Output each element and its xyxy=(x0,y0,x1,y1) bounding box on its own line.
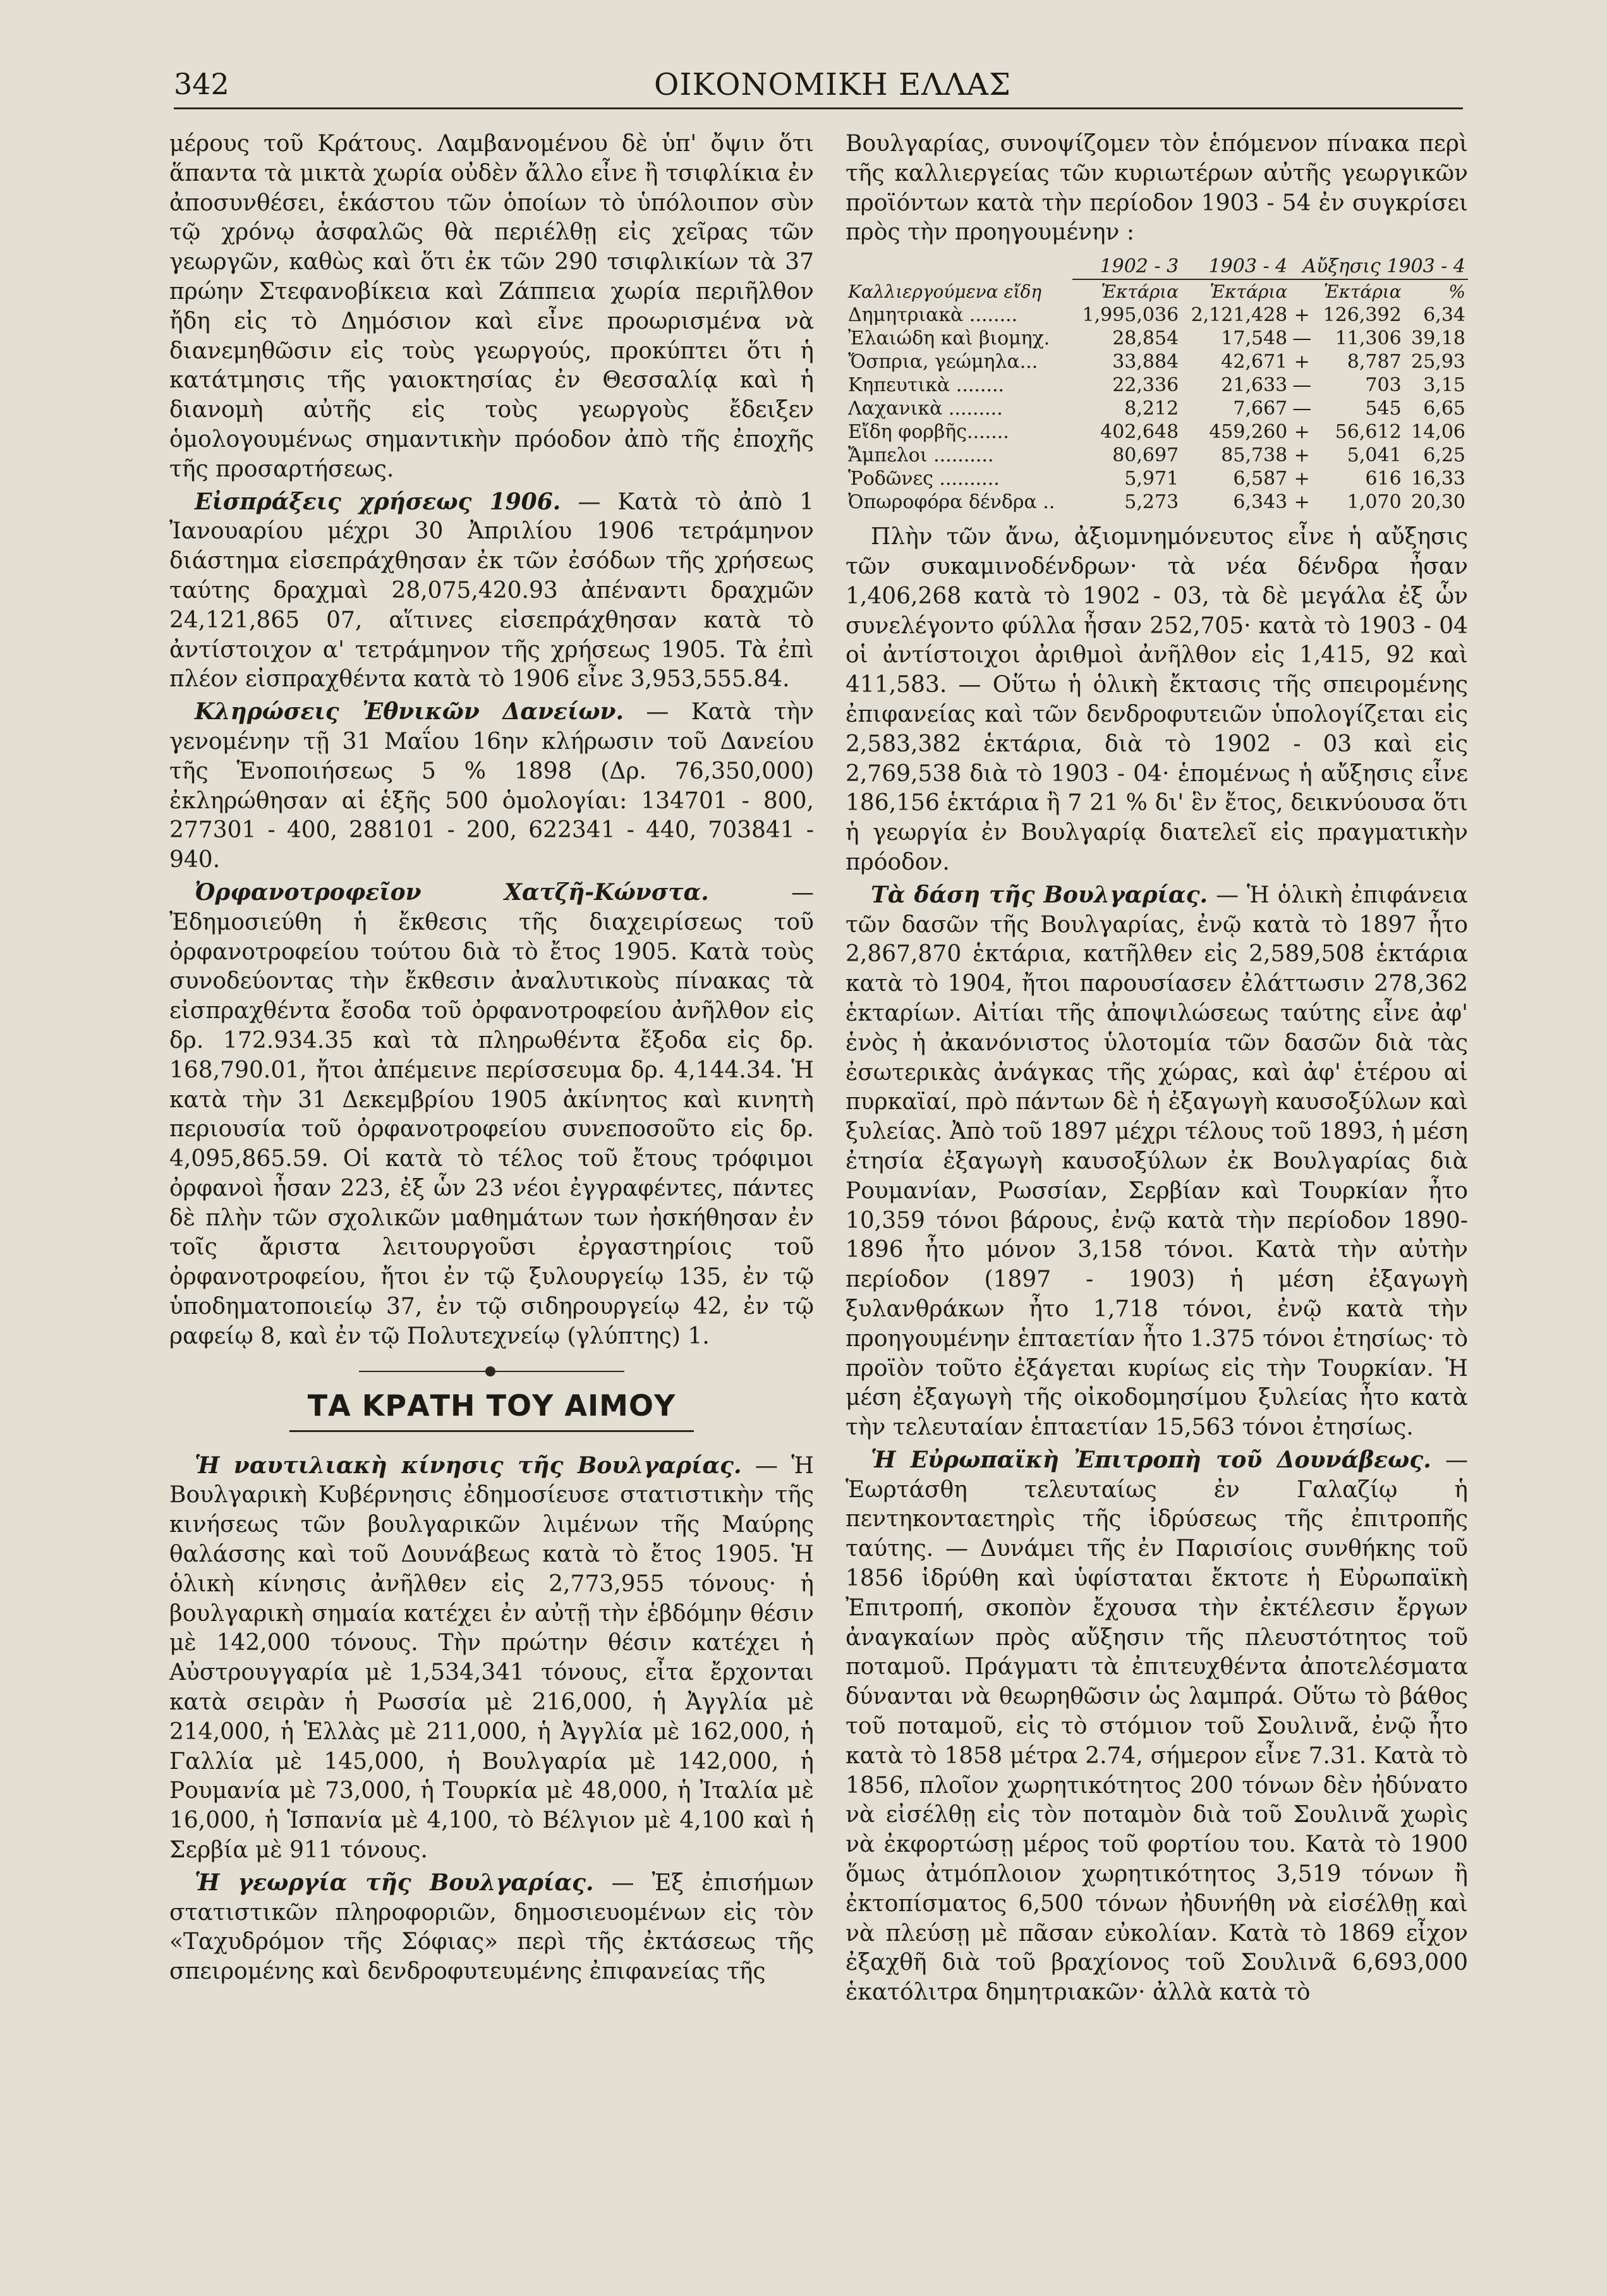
crop-name: Εἴδη φορβῆς....... xyxy=(848,421,1009,444)
change-sign: — xyxy=(1292,327,1312,350)
table-row xyxy=(846,420,1468,444)
value-1902: 28,854 xyxy=(1112,327,1179,350)
change-percent: 3,15 xyxy=(1423,374,1465,397)
paragraph xyxy=(846,880,1468,1443)
table-row xyxy=(846,444,1468,467)
section-heading: Ὀρφανοτροφεῖον Χατζῆ-Κώνστα. xyxy=(195,878,709,906)
change-sign: — xyxy=(1292,374,1312,397)
change-value: 545 xyxy=(1365,398,1402,420)
paragraph-text: — Ἐδημοσιεύθη ἡ ἔκθεσις τῆς διαχειρίσεως τοῦ ὀρφανοτροφείου τούτου διὰ τὸ ἔτος 1905. Κατὰ τοὺς συνοδεύοντας τὴν ἔκθεσιν ἀναλυτικοὺς πίνακας τὰ εἰσπραχθέντα ἔσοδα τοῦ ὀρφανοτροφείου ἀνῆλθον εἰς δρ. 172.934.35 καὶ τὰ πληρωθέντα ἔξοδα εἰς δρ. 168,790.01, ἤτοι ἀπέμεινε περίσσευμα δρ. 4,144.34. Ἡ κατὰ τὴν 31 Δεκεμβρίου 1905 ἀκίνητος καὶ κινητὴ περιουσία τοῦ ὀρφανοτροφείου συνεποσοῦτο εἰς δρ. 4,095,865.59. Οἱ κατὰ τὸ τέλος τοῦ ἔτους τρόφιμοι ὀρφανοὶ ἦσαν 223, ἐξ ὧν 23 νέοι ἐγγραφέντες, πάντες δὲ πλὴν τῶν σχολικῶν μαθημάτων των ἠσκήθησαν ἐν τοῖς ἄριστα λειτουργοῦσι ἐργαστηρίοις τοῦ ὀρφανοτροφείου, ἤτοι ἐν τῷ ξυλουργείῳ 135, ἐν τῷ ὑποδηματοποιείῳ 37, ἐν τῷ σιδηρουργείῳ 42, ἐν τῷ ραφείῳ 8, καὶ ἐν τῷ Πολυτεχνείῳ (γλύπτης) 1. xyxy=(169,879,814,1349)
change-percent: 39,18 xyxy=(1411,327,1465,350)
change-percent: 16,33 xyxy=(1411,468,1465,490)
change-percent: 6,25 xyxy=(1423,444,1465,467)
rule-dot xyxy=(485,1366,495,1376)
page-number: 342 xyxy=(174,67,229,101)
crop-name: Κηπευτικὰ ........ xyxy=(848,374,1005,397)
value-1903: 42,671 xyxy=(1221,351,1288,374)
paragraph xyxy=(169,1451,814,1866)
table-row xyxy=(846,350,1468,374)
header-kind: Καλλιεργούμενα εἴδη xyxy=(848,281,1042,302)
unit-year-1: Ἑκτάρια xyxy=(1101,281,1179,303)
change-percent: 25,93 xyxy=(1411,351,1465,374)
value-1903: 6,587 xyxy=(1233,468,1288,490)
header-year-1: 1902 - 3 xyxy=(1072,254,1181,279)
change-sign: + xyxy=(1294,304,1310,327)
change-percent: 20,30 xyxy=(1411,491,1465,514)
paragraph xyxy=(169,487,814,695)
value-1902: 402,648 xyxy=(1100,421,1179,444)
crop-name: Δημητριακὰ ........ xyxy=(848,304,1018,327)
value-1902: 1,995,036 xyxy=(1082,304,1179,327)
paragraph xyxy=(169,697,814,875)
value-1903: 17,548 xyxy=(1221,327,1288,350)
section-heading: Ἡ γεωργία τῆς Βουλγαρίας. xyxy=(195,1869,594,1896)
value-1903: 6,343 xyxy=(1233,491,1288,514)
left-column xyxy=(169,130,814,1987)
section-heading: Ἡ Εὐρωπαϊκὴ Ἐπιτροπὴ τοῦ Δουνάβεως. xyxy=(871,1446,1431,1473)
paragraph-text: — Ἡ ὁλικὴ ἐπιφάνεια τῶν δασῶν τῆς Βουλγαρίας, ἐνῷ κατὰ τὸ 1897 ἦτο 2,867,870 ἑκτάρια, κατῆλθεν εἰς 2,589,508 ἑκτάρια κατὰ τὸ 1904, ἤτοι παρουσίασεν ἐλάττωσιν 278,362 ἑκταρίων. Αἰτίαι τῆς ἀποψιλώσεως ταύτης εἶνε ἀφ' ἑνὸς ἡ ἀκανόνιστος ὑλοτομία τῶν δασῶν διὰ τὰς ἐσωτερικὰς ἀνάγκας τῆς χώρας, καὶ ἀφ' ἑτέρου αἱ πυρκαϊαί, πρὸ πάντων δὲ ἡ ἐξαγωγὴ καυσοξύλων καὶ ξυλείας. Ἀπὸ τοῦ 1897 μέχρι τέλους τοῦ 1893, ἡ μέση ἐτησία ἐξαγωγὴ καυσοξύλων ἐκ Βουλγαρίας διὰ Ρουμανίαν, Ρωσσίαν, Σερβίαν καὶ Τουρκίαν ἦτο 10,359 τόνοι βάρους, ἐνῷ κατὰ τὴν περίοδον 1890-1896 ἦτο μόνον 3,158 τόνοι. Κατὰ τὴν αὐτὴν περίοδον (1897 - 1903) ἡ μέση ἐξαγωγὴ ξυλανθράκων ἦτο 1,718 τόνοι, ἐνῷ κατὰ τὴν προηγουμένην ἑπταετίαν ἦτο 1.375 τόνοι ἐτησίως· τὸ προϊὸν τοῦτο ἐξάγεται κυρίως εἰς τὴν Τουρκίαν. Ἡ μέση ἐξαγωγὴ τῆς οἰκοδομησίμου ξυλείας ἦτο κατὰ τὴν τελευταίαν ἑπταετίαν 15,563 τόνοι ἐτησίως. xyxy=(846,882,1468,1441)
value-1902: 5,971 xyxy=(1124,468,1179,490)
table-row xyxy=(846,374,1468,397)
change-value: 1,070 xyxy=(1347,491,1402,514)
title-underline xyxy=(289,1430,694,1432)
crop-name: Ὄσπρια, γεώμηλα... xyxy=(848,351,1038,374)
change-sign: + xyxy=(1294,468,1310,490)
crop-name: Ἐλαιώδη καὶ βιομηχ. xyxy=(848,327,1050,350)
paragraph-text: — Κατὰ τὸ ἀπὸ 1 Ἰανουαρίου μέχρι 30 Ἀπριλίου 1906 τετράμηνον διάστημα εἰσεπράχθησαν ἐκ τῶν ἐσόδων τῆς χρήσεως ταύτης δραχμαὶ 28,075,420.93 ἀπέναντι δραχμῶν 24,121,865 07, αἵτινες εἰσεπράχθησαν κατὰ τὸ ἀντίστοιχον α' τετράμηνον τῆς χρήσεως 1905. Τὰ ἐπὶ πλέον εἰσπραχθέντα κατὰ τὸ 1906 εἶνε 3,953,555.84. xyxy=(169,489,814,693)
value-1903: 85,738 xyxy=(1221,444,1288,467)
crop-name: Λαχανικὰ ......... xyxy=(848,398,1003,420)
table-row xyxy=(846,397,1468,420)
paragraph-text: — Ἐξ ἐπισήμων στατιστικῶν πληροφοριῶν, δημοσιευομένων εἰς τὸν «Ταχυδρόμον τῆς Σόφιας» περὶ τῆς ἐκτάσεως τῆς σπειρομένης καὶ δενδροφυτευμένης ἐπιφανείας τῆς xyxy=(169,1869,815,1985)
change-value: 11,306 xyxy=(1335,327,1402,350)
change-value: 126,392 xyxy=(1323,304,1402,327)
change-percent: 6,34 xyxy=(1423,304,1465,327)
change-sign: + xyxy=(1294,351,1310,374)
paragraph xyxy=(169,1868,814,1987)
paragraph: μέρους τοῦ Κράτους. Λαμβανομένου δὲ ὑπ' ὄψιν ὅτι ἅπαντα τὰ μικτὰ χωρία οὐδὲν ἄλλο εἶνε ἢ τσιφλίκια ἐν ἀποσυνθέσει, ἑκάστου τῶν ὁποίων τὸ ὑπόλοιπον σὺν τῷ χρόνῳ ἀσφαλῶς θὰ περιέλθῃ εἰς χεῖρας τῶν γεωργῶν, καθὼς καὶ ὅτι ἐκ τῶν 290 τσιφλικίων τὰ 37 πρώην Στεφανοβίκεια καὶ Ζάππεια χωρία περιῆλθον ἤδη εἰς τὸ Δημόσιον καὶ εἶνε προωρισμένα νὰ διανεμηθῶσιν εἰς τοὺς γεωργούς, προκύπτει ὅτι ἡ κατάτμησις τῆς γαιοκτησίας ἐν Θεσσαλίᾳ καὶ ἡ διανομὴ αὐτῆς εἰς τοὺς γεωργοὺς ἔδειξεν ὁμολογουμένως σημαντικὴν πρόοδον ἀπὸ τῆς ἐποχῆς τῆς προσαρτήσεως. xyxy=(169,131,814,482)
crops-table xyxy=(846,254,1468,514)
paragraph-text: — Ἡ Βουλγαρικὴ Κυβέρνησις ἐδημοσίευσε στατιστικὴν τῆς κινήσεως τῶν βουλγαρικῶν λιμένων τῆς Μαύρης θαλάσσης καὶ τοῦ Δουνάβεως κατὰ τὸ ἔτος 1905. Ἡ ὁλικὴ κίνησις ἀνῆλθεν εἰς 2,773,955 τόνους· ἡ βουλγαρικὴ σημαία κατέχει ἐν αὐτῇ τὴν ἑβδόμην θέσιν μὲ 142,000 τόνους. Τὴν πρώτην θέσιν κατέχει ἡ Αὐστρουγγαρία μὲ 1,534,341 τόνους, εἶτα ἔρχονται κατὰ σειρὰν ἡ Ρωσσία μὲ 216,000, ἡ Ἀγγλία μὲ 214,000, ἡ Ἑλλὰς μὲ 211,000, ἡ Ἀγγλία μὲ 162,000, ἡ Γαλλία μὲ 145,000, ἡ Βουλγαρία μὲ 142,000, ἡ Ρουμανία μὲ 73,000, ἡ Τουρκία μὲ 48,000, ἡ Ἰταλία μὲ 16,000, ἡ Ἱσπανία μὲ 4,100, τὸ Βέλγιον μὲ 4,100 καὶ ἡ Σερβία μὲ 911 τόνους. xyxy=(169,1452,814,1864)
table-row xyxy=(846,467,1468,490)
section-heading: Εἰσπράξεις χρήσεως 1906. xyxy=(195,488,561,515)
change-sign: + xyxy=(1294,491,1310,514)
value-1903: 21,633 xyxy=(1221,374,1288,397)
table-row xyxy=(846,327,1468,350)
value-1903: 459,260 xyxy=(1209,421,1288,444)
section-title: ΤΑ ΚΡΑΤΗ ΤΟΥ ΑΙΜΟΥ xyxy=(307,1388,676,1423)
value-1903: 7,667 xyxy=(1233,398,1288,420)
value-1902: 8,212 xyxy=(1124,398,1179,420)
change-sign: + xyxy=(1294,421,1310,444)
change-sign: + xyxy=(1294,444,1310,467)
paragraph: Πλὴν τῶν ἄνω, ἀξιομνημόνευτος εἶνε ἡ αὔξησις τῶν συκαμινοδένδρων· τὰ νέα δένδρα ἦσαν 1,406,268 κατὰ τὸ 1902 - 03, τὰ δὲ μεγάλα ἐξ ὧν συνελέγοντο φύλλα ἦσαν 252,705· κατὰ τὸ 1903 - 04 οἱ ἀντίστοιχοι ἀριθμοὶ ἀνῆλθον εἰς 1,415, 92 καὶ 411,583. — Οὕτω ἡ ὁλικὴ ἔκτασις τῆς σπειρομένης ἐπιφανείας καὶ τῶν δενδροφυτειῶν ὑπολογίζεται εἰς 2,583,382 ἑκτάρια, διὰ τὸ 1902 - 03 καὶ εἰς 2,769,538 διὰ τὸ 1903 - 04· ἑπομένως ἡ αὔξησις εἶνε 186,156 ἑκτάρια ἢ 7 21 % δι' ἓν ἔτος, δεικνύουσα ὅτι ἡ γεωργία ἐν Βουλγαρίᾳ διατελεῖ εἰς πραγματικὴν πρόοδον. xyxy=(846,524,1468,875)
paragraph xyxy=(169,878,814,1352)
value-1902: 80,697 xyxy=(1112,444,1179,467)
change-sign: — xyxy=(1292,398,1312,420)
unit-percent: % xyxy=(1448,281,1465,303)
change-value: 56,612 xyxy=(1335,421,1402,444)
change-value: 8,787 xyxy=(1347,351,1402,374)
table-header-row xyxy=(846,254,1468,279)
value-1902: 5,273 xyxy=(1124,491,1179,514)
right-column xyxy=(846,130,1468,2008)
header-empty xyxy=(846,254,1072,279)
crop-name: Ὀπωροφόρα δένδρα .. xyxy=(848,491,1055,514)
header-year-2: 1903 - 4 xyxy=(1181,254,1290,279)
section-banner xyxy=(169,1371,814,1432)
change-value: 5,041 xyxy=(1347,444,1402,467)
table-units-row xyxy=(846,279,1468,303)
paragraph-text: — Ἑωρτάσθη τελευταίως ἐν Γαλαζίῳ ἡ πεντηκονταετηρὶς τῆς ἱδρύσεως τῆς ἐπιτροπῆς ταύτης. — Δυνάμει τῆς ἐν Παρισίοις συνθήκης τοῦ 1856 ἱδρύθη καὶ ὑφίσταται ἔκτοτε ἡ Εὐρωπαϊκὴ Ἐπιτροπή, σκοπὸν ἔχουσα τὴν ἐκτέλεσιν ἔργων ἀναγκαίων πρὸς αὔξησιν τῆς πλευστότητος τοῦ ποταμοῦ. Πράγματι τὰ ἐπιτευχθέντα ἀποτελέσματα δύνανται νὰ θεωρηθῶσιν ὡς λαμπρά. Οὕτω τὸ βάθος τοῦ ποταμοῦ, εἰς τὸ στόμιον τοῦ Σουλινᾶ, ἐνῷ ἦτο κατὰ τὸ 1858 μέτρα 2.74, σήμερον εἶνε 7.31. Κατὰ τὸ 1856, πλοῖον χωρητικότητος 200 τόνων δὲν ἠδύνατο νὰ εἰσέλθῃ εἰς τὸν ποταμὸν διὰ τοῦ Σουλινᾶ χωρὶς νὰ ἐκφορτώσῃ μέρος τοῦ φορτίου του. Κατὰ τὸ 1900 ὅμως ἀτμόπλοιον χωρητικότητος 3,519 τόνων ἢ ἐκτοπίσματος 6,500 τόνων ἠδυνήθη νὰ εἰσέλθῃ καὶ νὰ πλεύσῃ μὲ πᾶσαν εὐκολίαν. Κατὰ τὸ 1869 εἶχον ἐξαχθῆ διὰ τοῦ βραχίονος τοῦ Σουλινᾶ 6,693,000 ἑκατόλιτρα δημητριακῶν· ἀλλὰ κατὰ τὸ xyxy=(846,1447,1468,2006)
section-heading: Τὰ δάση τῆς Βουλγαρίας. xyxy=(871,881,1208,908)
paragraph xyxy=(846,1445,1468,2008)
change-value: 616 xyxy=(1365,468,1402,490)
paragraph: Βουλγαρίας, συνοψίζομεν τὸν ἑπόμενον πίνακα περὶ τῆς καλλιεργείας τῶν κυριωτέρων αὐτῆς γεωργικῶν προϊόντων κατὰ τὴν περίοδον 1903 - 54 ἐν συγκρίσει πρὸς τὴν προηγουμένην : xyxy=(846,131,1468,246)
section-heading: Ἡ ναυτιλιακὴ κίνησις τῆς Βουλγαρίας. xyxy=(195,1452,742,1479)
section-heading: Κληρώσεις Ἐθνικῶν Δανείων. xyxy=(195,698,624,726)
page-header xyxy=(174,63,1463,109)
change-value: 703 xyxy=(1365,374,1402,397)
ornamental-rule xyxy=(359,1371,624,1372)
value-1902: 22,336 xyxy=(1112,374,1179,397)
header-increase: Αὔξησις 1903 - 4 xyxy=(1290,254,1468,279)
unit-increase: Ἑκτάρια xyxy=(1324,281,1402,303)
value-1902: 33,884 xyxy=(1112,351,1179,374)
change-percent: 14,06 xyxy=(1411,421,1465,444)
change-percent: 6,65 xyxy=(1423,398,1465,420)
value-1903: 2,121,428 xyxy=(1191,304,1288,327)
running-title: ΟΙΚΟΝΟΜΙΚΗ ΕΛΛΑΣ xyxy=(654,67,1011,102)
unit-year-2: Ἑκτάρια xyxy=(1210,281,1288,303)
table-row xyxy=(846,303,1468,327)
paragraph-text: — Κατὰ τὴν γενομένην τῇ 31 Μαΐου 16ην κλήρωσιν τοῦ Δανείου τῆς Ἑνοποιήσεως 5 % 1898 (Δρ. 76,350,000) ἐκληρώθησαν αἱ ἑξῆς 500 ὁμολογίαι: 134701 - 800, 277301 - 400, 288101 - 200, 622341 - 440, 703841 - 940. xyxy=(169,699,814,873)
crop-name: Ῥοδῶνες .......... xyxy=(848,468,1000,490)
crop-name: Ἄμπελοι .......... xyxy=(848,444,994,467)
table-row xyxy=(846,490,1468,514)
